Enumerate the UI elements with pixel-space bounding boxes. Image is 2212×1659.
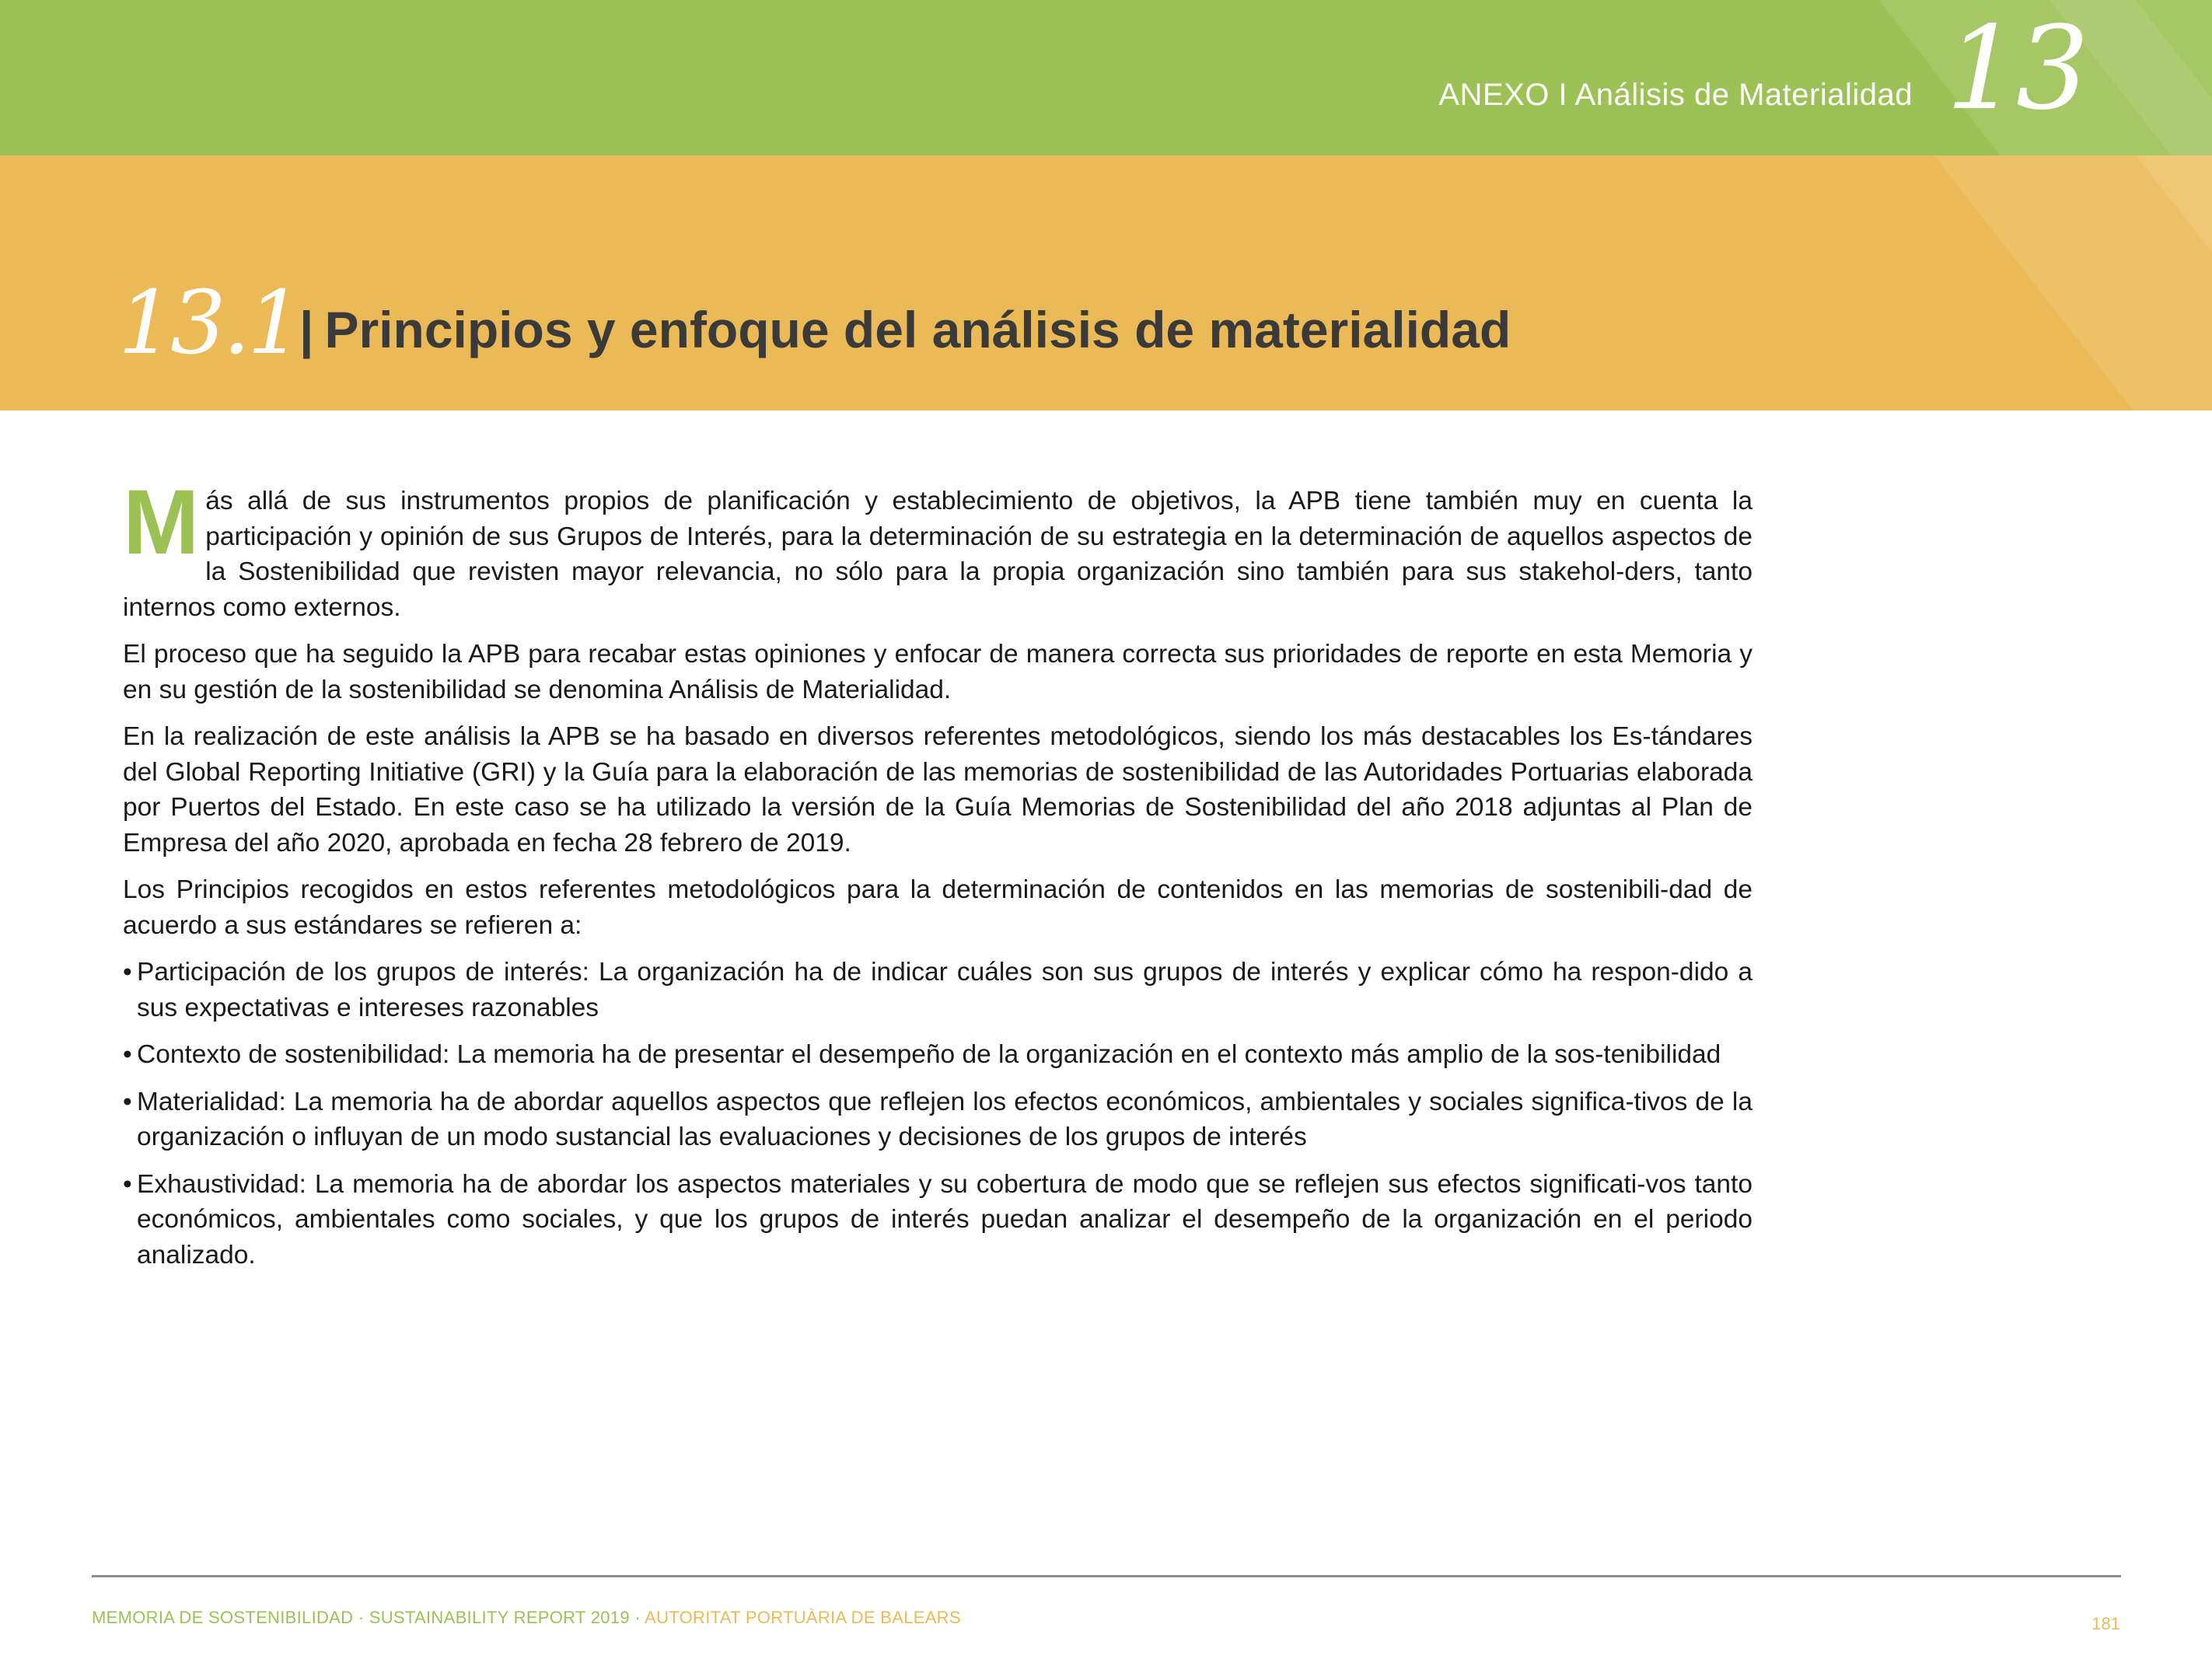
chapter-number: 13: [1945, 2, 2086, 135]
dropcap-letter: M: [123, 471, 200, 574]
paragraph: Los Principios recogidos en estos referentes metodológicos para la determinación de contenidos en las memorias de sostenibili-dad de acuerdo a sus estándares se refieren a:: [123, 875, 1752, 940]
chapter-title: ANEXO I Análisis de Materialidad: [1438, 78, 1913, 112]
list-item: • Exhaustividad: La memoria ha de abordar los aspectos materiales y su cobertura de modo que se reflejen sus efectos significati-vos tanto económicos, ambientales como sociales, y que los grupos de interés puedan analizar el desempeño de la organización en el periodo analizado.: [123, 1167, 1752, 1273]
paragraph-text: ás allá de sus instrumentos propios de planificación y establecimiento de objetivos, la APB tiene también muy en cuenta la participación y opinión de sus Grupos de Interés, para la determinación de su estrategia en la determinación de aquellos aspectos de la Sostenibilidad que revisten mayor relevancia, no sólo para la propia organización sino también para sus stakehol-ders, tanto internos como externos.: [123, 487, 1752, 622]
chapter-header-band: [0, 0, 2212, 155]
page-number: 181: [2091, 1614, 2120, 1633]
paragraph: En la realización de este análisis la APB se ha basado en diversos referentes metodológicos, siendo los más destacables los Es-tándares del Global Reporting Initiative (GRI) y la Guía para la elaboración de las memorias de sostenibilidad de las Autoridades Portuarias elaborada por Puertos del Estado. En este caso se ha utilizado la versión de la Guía Memorias de Sostenibilidad del año 2018 adjuntas al Plan de Empresa del año 2020, aprobada en fecha 28 febrero de 2019.: [123, 722, 1752, 857]
footer-report-name: MEMORIA DE SOSTENIBILIDAD · SUSTAINABILITY REPORT 2019 ·: [92, 1608, 645, 1627]
list-item: • Materialidad: La memoria ha de abordar aquellos aspectos que reflejen los efectos económicos, ambientales y sociales significa-tivos de la organización o influyan de un modo sustancial las evaluaciones y decisiones de los grupos de interés: [123, 1084, 1752, 1155]
decorative-stripe: [1788, 155, 2212, 410]
section-title: [299, 302, 1511, 358]
section-title-separator: |: [299, 301, 314, 358]
list-item: • Contexto de sostenibilidad: La memoria ha de presentar el desempeño de la organización en el contexto más amplio de la sos-tenibilidad: [123, 1037, 1752, 1073]
body-text: [123, 471, 1752, 1284]
paragraph-intro: [123, 471, 1752, 625]
paragraph: El proceso que ha seguido la APB para recabar estas opiniones y enfocar de manera correcta sus prioridades de reporte en esta Memoria y en su gestión de la sostenibilidad se denomina Análisis de Materialidad.: [123, 640, 1752, 704]
footer-divider: [92, 1575, 2121, 1577]
footer-report-title: [92, 1608, 961, 1628]
footer-organization: AUTORITAT PORTUÀRIA DE BALEARS: [645, 1608, 961, 1627]
principles-list: [123, 955, 1752, 1273]
section-title-text: Principios y enfoque del análisis de materialidad: [324, 301, 1511, 358]
section-header-band: [0, 155, 2212, 410]
section-number: 13.1: [118, 273, 300, 374]
list-item: • Participación de los grupos de interés: La organización ha de indicar cuáles son sus grupos de interés y explicar cómo ha respon-dido a sus expectativas e intereses razonables: [123, 955, 1752, 1025]
